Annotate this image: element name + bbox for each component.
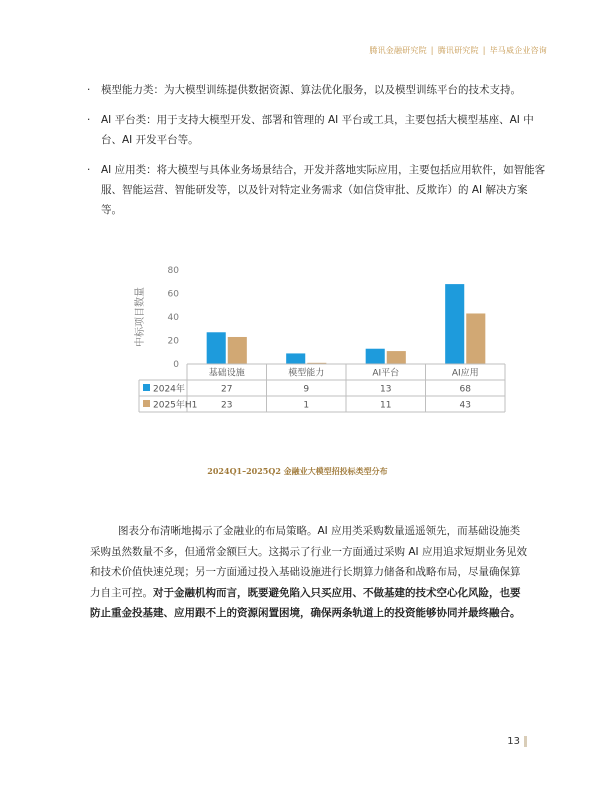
- bar-series1: [286, 353, 305, 364]
- x-category-label: 模型能力: [288, 368, 325, 379]
- y-tick-label: 60: [167, 289, 179, 300]
- legend-series-name: 2024年: [153, 384, 185, 395]
- page-number: 13: [507, 736, 527, 747]
- x-category-label: AI平台: [372, 368, 400, 379]
- bullet-item-ai-platform: [87, 110, 547, 150]
- x-category-label: 基础设施: [208, 368, 245, 379]
- x-category-label: AI应用: [451, 368, 479, 379]
- header-org-2: 腾讯研究院: [437, 46, 479, 55]
- table-value-cell: 68: [459, 384, 471, 395]
- table-value-cell: 1: [303, 400, 310, 411]
- table-value-cell: 11: [380, 400, 392, 411]
- legend-swatch: [143, 400, 150, 407]
- y-tick-label: 0: [173, 360, 179, 370]
- legend-series-name: 2025年H1: [153, 400, 198, 411]
- y-tick-label: 40: [167, 313, 179, 323]
- chart-caption: 2024Q1–2025Q2 金融业大模型招投标类型分布: [207, 466, 388, 476]
- table-value-cell: 43: [459, 400, 471, 411]
- bullet-item-model-capability: [87, 80, 547, 100]
- header-separator: |: [430, 46, 434, 55]
- bar-series2: [228, 337, 247, 364]
- y-axis-label: 中标项目数量: [135, 287, 146, 347]
- bar-chart: [125, 258, 505, 423]
- page-header: [369, 45, 547, 56]
- bullet-text: AI 平台类：用于支持大模型开发、部署和管理的 AI 平台或工具，主要包括大模型基座、AI 中台、AI 开发平台等。: [101, 114, 534, 146]
- bullet-marker: ·: [87, 164, 91, 176]
- header-org-1: 腾讯金融研究院: [369, 46, 427, 55]
- header-separator: |: [482, 46, 486, 55]
- bullet-text: 模型能力类：为大模型训练提供数据资源、算法优化服务，以及模型训练平台的技术支持。: [101, 84, 521, 96]
- bar-chart-svg: [125, 258, 505, 423]
- bar-series1: [207, 332, 226, 364]
- table-value-cell: 23: [221, 400, 233, 411]
- table-value-cell: 27: [221, 384, 233, 395]
- bullet-item-ai-application: [87, 160, 547, 220]
- table-value-cell: 13: [380, 384, 392, 395]
- bullet-marker: ·: [87, 84, 91, 96]
- legend-swatch: [143, 384, 150, 391]
- bar-series2: [387, 351, 406, 364]
- bar-series1: [366, 349, 385, 364]
- bullet-marker: ·: [87, 114, 91, 126]
- y-tick-label: 20: [167, 336, 179, 347]
- table-value-cell: 9: [303, 384, 310, 395]
- category-bullet-list: [87, 80, 547, 230]
- header-org-3: 毕马威企业咨询: [489, 46, 547, 55]
- y-tick-label: 80: [167, 266, 179, 276]
- paragraph-normal-text: 图表分布清晰地揭示了金融业的布局策略。AI 应用类采购数量遥遥领先，而基础设施类采购虽然数量不多，但通常金额巨大。这揭示了行业一方面通过采购 AI 应用追求短期业务见效和技术价值快速兑现；另一方面通过投入基础设施进行长期算力储备和战略布局，尽量确保算力自主可控。: [90, 525, 527, 599]
- bullet-text: AI 应用类：将大模型与具体业务场景结合，开发并落地实际应用，主要包括应用软件，如智能客服、智能运营、智能研发等，以及针对特定业务需求（如信贷审批、反欺诈）的 AI 解决方案等。: [101, 164, 546, 216]
- bar-series2: [466, 313, 485, 364]
- paragraph-bold-text: 对于金融机构而言，既要避免陷入只买应用、不做基建的技术空心化风险，也要防止重金投基建、应用跟不上的资源闲置困境，确保两条轨道上的投资能够协同并最终融合。: [90, 586, 521, 619]
- analysis-paragraph: [90, 521, 530, 624]
- bar-series1: [445, 284, 464, 364]
